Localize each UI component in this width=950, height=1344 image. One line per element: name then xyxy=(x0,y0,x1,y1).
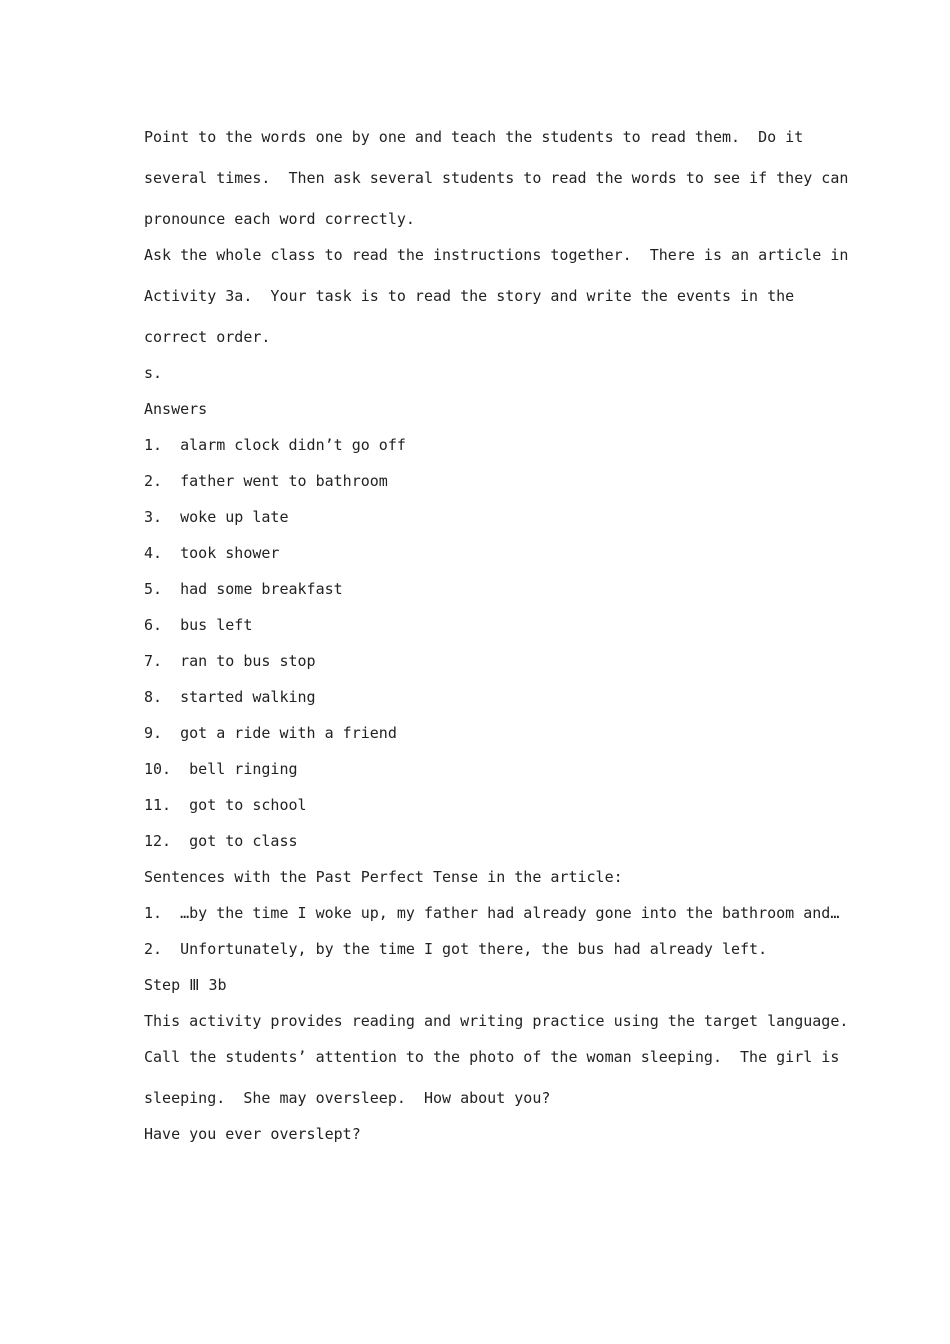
paragraph-line: pronounce each word correctly. xyxy=(144,210,415,228)
answers-list xyxy=(144,434,824,852)
paragraph-line: Call the students’ attention to the photo of the woman sleeping. The girl is xyxy=(144,1048,840,1066)
paragraph-line: several times. Then ask several students to read the words to see if they can xyxy=(144,169,849,187)
answer-item: 8. started walking xyxy=(144,688,316,706)
stray-text: s. xyxy=(144,364,163,382)
step-heading: Step Ⅲ 3b xyxy=(144,976,227,994)
paragraph-line: correct order. xyxy=(144,328,271,346)
answer-item: 3. woke up late xyxy=(144,508,289,526)
answer-item: 9. got a ride with a friend xyxy=(144,724,397,742)
answer-item: 1. alarm clock didn’t go off xyxy=(144,436,406,454)
closing-question: Have you ever overslept? xyxy=(144,1125,361,1143)
answer-item: 11. got to school xyxy=(144,796,307,814)
answer-item: 2. father went to bathroom xyxy=(144,472,388,490)
answer-item: 4. took shower xyxy=(144,544,280,562)
answer-item: 12. got to class xyxy=(144,832,298,850)
paragraph-line: sleeping. She may oversleep. How about you? xyxy=(144,1089,551,1107)
paragraph-line: Activity 3a. Your task is to read the story and write the events in the xyxy=(144,287,795,305)
answer-item: 10. bell ringing xyxy=(144,760,298,778)
document-page xyxy=(144,126,849,1145)
answers-heading: Answers xyxy=(144,400,208,418)
paragraph-line: Ask the whole class to read the instructions together. There is an article in xyxy=(144,246,849,264)
activity-line: This activity provides reading and writing practice using the target language. xyxy=(144,1012,849,1030)
paragraph-line: Point to the words one by one and teach the students to read them. Do it xyxy=(144,128,804,146)
answer-item: 5. had some breakfast xyxy=(144,580,343,598)
sentences-heading: Sentences with the Past Perfect Tense in the article: xyxy=(144,868,623,886)
answer-item: 7. ran to bus stop xyxy=(144,652,316,670)
answer-item: 6. bus left xyxy=(144,616,253,634)
sentence-item: 2. Unfortunately, by the time I got there, the bus had already left. xyxy=(144,940,768,958)
sentence-item: 1. …by the time I woke up, my father had already gone into the bathroom and… xyxy=(144,904,840,922)
